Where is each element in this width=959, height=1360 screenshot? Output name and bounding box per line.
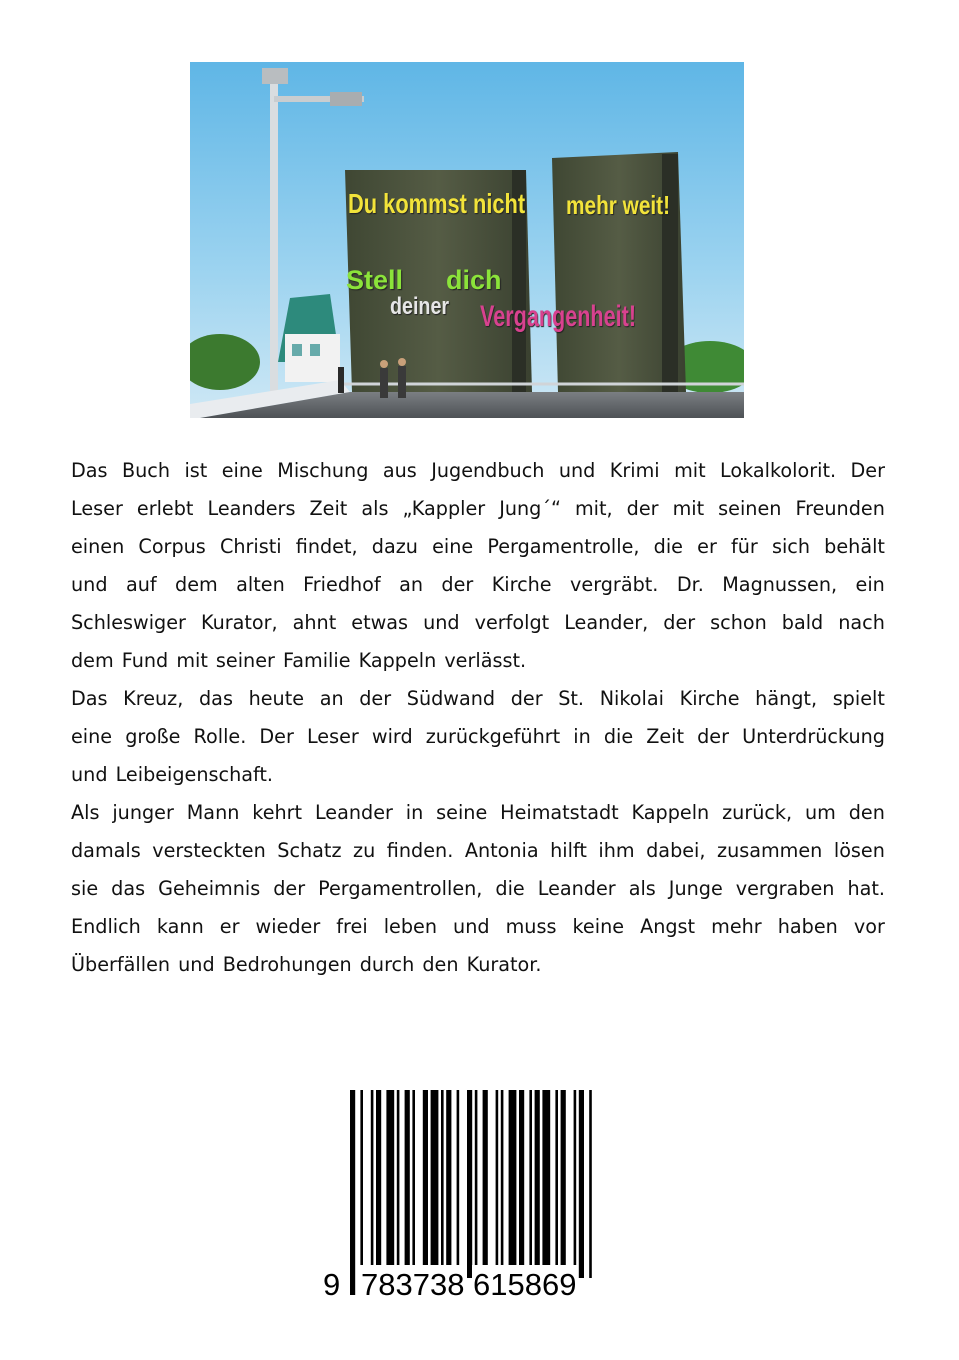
blurb-word: Friedhof <box>303 573 381 596</box>
blurb-word: Corpus <box>138 535 206 558</box>
blurb-word: spielt <box>832 687 885 710</box>
blurb-word: „Kappler <box>402 497 486 520</box>
blurb-word: haben <box>777 915 838 938</box>
blurb-word: Mischung <box>277 459 369 482</box>
blurb-word: ihm <box>598 839 635 862</box>
blurb-word: behält <box>824 535 885 558</box>
blurb-word: die <box>495 877 525 900</box>
blurb-word: durch <box>359 953 415 976</box>
blurb-word: Das <box>71 687 108 710</box>
blurb-word: Jugendbuch <box>431 459 545 482</box>
blurb-word: muss <box>505 915 557 938</box>
blurb-word: Das <box>71 459 108 482</box>
blurb-word: der <box>697 725 729 748</box>
blurb-line <box>71 832 885 870</box>
blurb-line <box>71 794 885 832</box>
blurb-word: vergraben <box>735 877 835 900</box>
blurb-word: Überfällen <box>71 953 171 976</box>
blurb-word: an <box>399 573 423 596</box>
blurb-word: mit <box>176 649 208 672</box>
barcode-bar <box>457 1090 460 1278</box>
blurb-word: er <box>219 915 240 938</box>
cover-photo <box>190 62 744 418</box>
blurb-word: auf <box>125 573 157 596</box>
blurb-word: der <box>510 687 543 710</box>
blurb-line <box>71 490 885 528</box>
overlay-text-line-1: Du kommst nicht <box>348 188 526 219</box>
blurb-word: eine <box>432 535 474 558</box>
blurb-word: mit, <box>574 497 613 520</box>
blurb-word: eine <box>71 725 113 748</box>
blurb-word: vergräbt. <box>570 573 659 596</box>
blurb-word: der <box>663 611 696 634</box>
blurb-word: vor <box>853 915 885 938</box>
blurb-word: Kurator, <box>200 611 278 634</box>
blurb-word: etwas <box>351 611 409 634</box>
barcode-bar <box>386 1090 394 1278</box>
blurb-word: dabei, <box>646 839 706 862</box>
blurb-word: und <box>71 763 108 786</box>
blurb-word: Endlich <box>71 915 141 938</box>
blurb-word: Kappeln <box>358 649 437 672</box>
barcode-bar <box>397 1090 400 1278</box>
blurb-word: der <box>359 687 392 710</box>
blurb-word: seiner <box>215 649 275 672</box>
blurb-word: Nikolai <box>599 687 664 710</box>
blurb-word: mit <box>674 459 706 482</box>
barcode-bar <box>376 1090 381 1278</box>
barcode-bar <box>446 1090 451 1278</box>
blurb-word: Leander <box>314 801 393 824</box>
barcode-bar <box>589 1090 592 1278</box>
blurb-word: damals <box>71 839 141 862</box>
blurb-word: Unterdrückung <box>742 725 885 748</box>
blurb-word: seinen <box>718 497 782 520</box>
overlay-text-line-2: mehr weit! <box>566 190 671 220</box>
barcode-bar <box>555 1090 558 1278</box>
blurb-word: wieder <box>255 915 321 938</box>
barcode-bar <box>441 1090 444 1278</box>
blurb-word: in <box>573 725 591 748</box>
blurb-word: eine <box>221 459 263 482</box>
blurb-word: Familie <box>282 649 351 672</box>
blurb-word: Geheimnis <box>158 877 261 900</box>
isbn-right-group: 615869 <box>472 1265 577 1305</box>
blurb-word: wird <box>371 725 413 748</box>
blurb-word: Leanders <box>207 497 296 520</box>
blurb-word: heute <box>248 687 305 710</box>
blurb-word: verfolgt <box>474 611 550 634</box>
blurb-word: versteckten <box>152 839 266 862</box>
barcode-bar <box>535 1090 540 1278</box>
blurb-line <box>71 870 885 908</box>
overlay-text-vergangenheit: Vergangenheit! <box>480 300 637 333</box>
blurb-word: den <box>422 953 459 976</box>
barcode-bar <box>579 1090 584 1278</box>
blurb-word: findet, <box>295 535 358 558</box>
blurb-word: verlässt. <box>444 649 527 672</box>
blurb-word: St. <box>558 687 585 710</box>
barcode-bar <box>542 1090 550 1278</box>
blurb-word: mehr <box>711 915 762 938</box>
blurb-word: lösen <box>833 839 885 862</box>
barcode-bar <box>467 1090 472 1278</box>
blurb-word: hat. <box>847 877 885 900</box>
blurb-word: der <box>626 497 659 520</box>
blurb-word: ist <box>184 459 208 482</box>
blurb-word: der <box>441 573 474 596</box>
blurb-word: an <box>319 687 344 710</box>
barcode-bar <box>412 1090 415 1278</box>
blurb-word: der <box>273 877 306 900</box>
blurb-word: Mann <box>186 801 240 824</box>
blurb-word: große <box>125 725 181 748</box>
blurb-word: Als <box>71 801 100 824</box>
blurb-word: Buch <box>121 459 171 482</box>
blurb-line <box>71 946 885 984</box>
blurb-line <box>71 680 885 718</box>
blurb-word: und <box>178 953 215 976</box>
blurb-word: das <box>111 877 146 900</box>
isbn-left-group: 783738 <box>360 1265 465 1305</box>
blurb-word: Zeit <box>646 725 685 748</box>
overlay-text-stell: Stell <box>346 265 404 295</box>
blurb-line <box>71 604 885 642</box>
blurb-word: zu <box>353 839 376 862</box>
blurb-word: kehrt <box>252 801 303 824</box>
blurb-word: Kreuz, <box>123 687 184 710</box>
blurb-word: dem <box>71 649 114 672</box>
blurb-word: keine <box>572 915 625 938</box>
blurb-word: und <box>423 611 460 634</box>
blurb-word: Zeit <box>309 497 348 520</box>
barcode-bar <box>475 1090 478 1278</box>
blurb-word: dazu <box>371 535 418 558</box>
overlay-text-dich: dich <box>446 265 502 295</box>
blurb-word: Leibeigenschaft. <box>115 763 274 786</box>
blurb-word: Leser <box>71 497 123 520</box>
book-blurb <box>71 452 885 984</box>
blurb-word: als <box>361 497 389 520</box>
blurb-line <box>71 452 885 490</box>
barcode-bar <box>483 1090 488 1278</box>
barcode-bar <box>574 1090 577 1278</box>
blurb-word: Der <box>850 459 885 482</box>
blurb-word: Pergamentrolle, <box>487 535 640 558</box>
blurb-word: Kirche <box>491 573 552 596</box>
barcode-bar <box>519 1090 524 1278</box>
blurb-word: aus <box>382 459 417 482</box>
blurb-word: den <box>848 801 885 824</box>
blurb-word: Kurator. <box>466 953 542 976</box>
blurb-word: zurückgeführt <box>425 725 561 748</box>
blurb-word: Leander, <box>564 611 649 634</box>
isbn-digits <box>322 1265 602 1305</box>
blurb-word: hilft <box>550 839 587 862</box>
blurb-word: als <box>628 877 656 900</box>
bridge-photo-illustration <box>190 62 744 418</box>
blurb-word: zusammen <box>717 839 823 862</box>
barcode-bar <box>423 1090 428 1278</box>
blurb-word: Leser <box>306 725 359 748</box>
blurb-word: zurück, <box>722 801 793 824</box>
blurb-word: die <box>603 725 634 748</box>
blurb-word: Christi <box>219 535 282 558</box>
blurb-word: leben <box>383 915 437 938</box>
blurb-line <box>71 756 885 794</box>
blurb-word: schon <box>710 611 767 634</box>
blurb-word: ahnt <box>292 611 337 634</box>
blurb-word: Rolle. <box>193 725 247 748</box>
blurb-word: Heimatstadt <box>500 801 619 824</box>
blurb-word: Schatz <box>277 839 342 862</box>
blurb-word: die <box>653 535 683 558</box>
blurb-word: Pergamentrollen, <box>318 877 483 900</box>
blurb-word: Angst <box>640 915 696 938</box>
blurb-word: erlebt <box>136 497 194 520</box>
blurb-word: mit <box>672 497 705 520</box>
blurb-word: Dr. <box>676 573 704 596</box>
blurb-word: für <box>731 535 758 558</box>
blurb-word: Antonia <box>464 839 539 862</box>
blurb-word: bald <box>781 611 824 634</box>
blurb-line <box>71 528 885 566</box>
blurb-word: seine <box>436 801 488 824</box>
blurb-word: junger <box>112 801 174 824</box>
blurb-line <box>71 908 885 946</box>
blurb-word: Krimi <box>609 459 660 482</box>
blurb-word: Magnussen, <box>722 573 838 596</box>
barcode-bar <box>561 1090 566 1278</box>
blurb-word: sich <box>771 535 811 558</box>
blurb-word: Kirche <box>679 687 740 710</box>
blurb-word: frei <box>336 915 368 938</box>
blurb-word: er <box>697 535 717 558</box>
blurb-line <box>71 642 885 680</box>
blurb-word: einen <box>71 535 125 558</box>
blurb-word: finden. <box>386 839 454 862</box>
blurb-word: und <box>558 459 596 482</box>
barcode-bar <box>405 1090 410 1278</box>
blurb-line <box>71 566 885 604</box>
blurb-word: sie <box>71 877 99 900</box>
blurb-line <box>71 718 885 756</box>
blurb-word: und <box>453 915 490 938</box>
blurb-word: kann <box>156 915 204 938</box>
blurb-word: Kappeln <box>631 801 710 824</box>
blurb-word: ein <box>855 573 885 596</box>
blurb-word: alten <box>236 573 285 596</box>
blurb-word: nach <box>838 611 885 634</box>
blurb-word: Jung´“ <box>499 497 561 520</box>
blurb-word: Junge <box>668 877 723 900</box>
barcode-bar <box>509 1090 517 1278</box>
overlay-text-deiner: deiner <box>390 293 450 320</box>
blurb-word: Lokalkolorit. <box>720 459 837 482</box>
blurb-word: dem <box>175 573 218 596</box>
barcode-bar <box>431 1090 439 1278</box>
blurb-word: Bedrohungen <box>222 953 352 976</box>
blurb-word: um <box>805 801 836 824</box>
blurb-word: Der <box>259 725 294 748</box>
barcode-bar <box>529 1090 532 1278</box>
blurb-word: hängt, <box>755 687 818 710</box>
blurb-word: Fund <box>121 649 169 672</box>
isbn-prefix-digit: 9 <box>322 1265 341 1305</box>
blurb-word: das <box>199 687 233 710</box>
blurb-word: Leander <box>537 877 616 900</box>
blurb-word: Freunden <box>795 497 885 520</box>
blurb-word: in <box>405 801 424 824</box>
barcode-bar <box>371 1090 374 1278</box>
blurb-word: und <box>71 573 108 596</box>
blurb-word: Südwand <box>406 687 496 710</box>
blurb-word: Schleswiger <box>71 611 186 634</box>
